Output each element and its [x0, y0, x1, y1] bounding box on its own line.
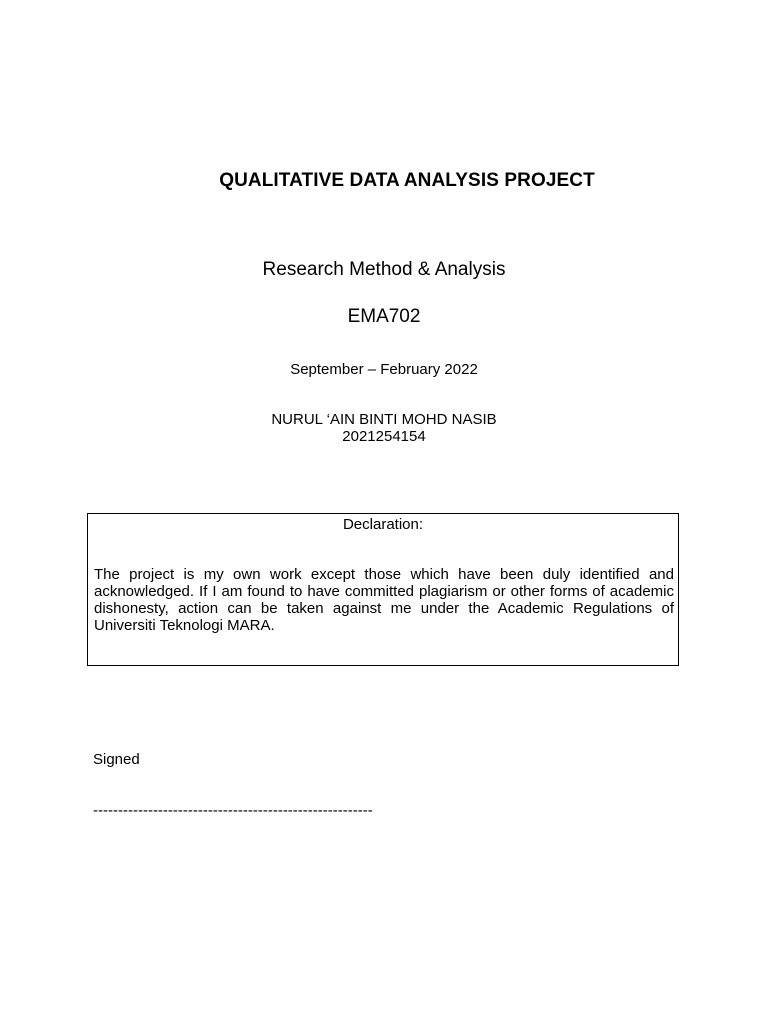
declaration-text: The project is my own work except those which have been duly identified and acknowledged. If I am found to have committed plagiarism or other forms of academic dishonesty, action can be taken against me under the Academic Regulations of Universiti Teknologi MARA. [94, 566, 674, 634]
course-name: Research Method & Analysis [262, 259, 506, 280]
signed-label: Signed [93, 751, 140, 768]
declaration-heading: Declaration: [342, 516, 424, 533]
student-id: 2021254154 [342, 428, 426, 445]
course-code: EMA702 [347, 306, 421, 327]
student-name: NURUL ‘AIN BINTI MOHD NASIB [271, 411, 497, 428]
semester-period: September – February 2022 [290, 361, 478, 378]
document-title: QUALITATIVE DATA ANALYSIS PROJECT [219, 170, 595, 191]
signature-line: -------------------------------------------------------- [93, 802, 373, 819]
declaration-box [87, 513, 679, 666]
